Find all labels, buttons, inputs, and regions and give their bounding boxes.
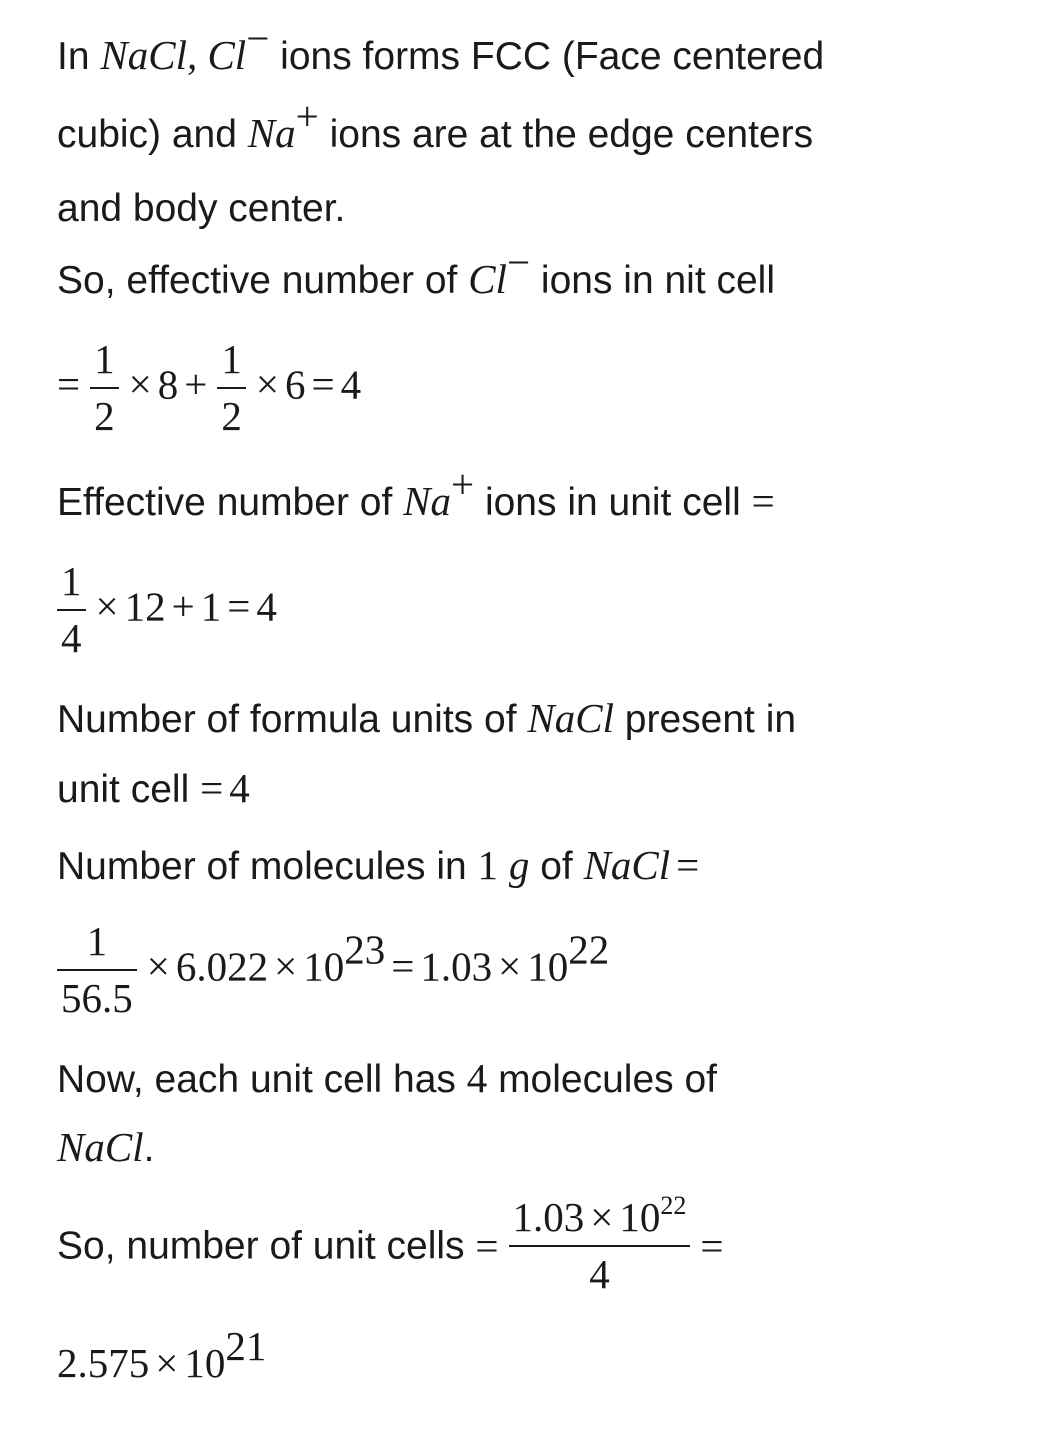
numerator xyxy=(509,1191,691,1240)
numerator: 1 xyxy=(94,336,115,382)
denominator: 4 xyxy=(61,615,82,662)
text-line-13 xyxy=(57,1124,155,1170)
number: 2.575 xyxy=(57,1340,150,1386)
text-line-3 xyxy=(57,189,345,228)
denominator: 2 xyxy=(221,393,242,440)
math-cl: Cl xyxy=(468,256,507,302)
result: 4 xyxy=(256,583,277,630)
text: Now, each unit cell has xyxy=(57,1058,467,1101)
text: cubic) and xyxy=(57,113,248,156)
result: 4 xyxy=(229,765,250,811)
math-nacl: NaCl xyxy=(527,695,614,741)
equation-unit-cells xyxy=(57,1191,730,1298)
number: 1.03 xyxy=(512,1194,585,1240)
math-na: Na xyxy=(403,478,451,524)
fraction-bar xyxy=(90,387,119,389)
power-base: 10 xyxy=(184,1340,226,1386)
text-line-12 xyxy=(57,1055,718,1101)
number: 8 xyxy=(157,361,179,408)
equals-sign: = xyxy=(751,478,775,524)
equals-sign: = xyxy=(227,583,251,630)
text: molecules of xyxy=(487,1058,718,1101)
fraction-quarter xyxy=(57,560,86,660)
number: 1 xyxy=(477,842,499,888)
math-g: g xyxy=(508,842,530,888)
times-sign: × xyxy=(498,943,522,990)
fraction-half xyxy=(217,338,246,438)
text: ions forms FCC (Face centered xyxy=(269,35,825,78)
superscript-minus: − xyxy=(246,15,270,61)
math-nacl: NaCl xyxy=(57,1124,144,1170)
text: and body center. xyxy=(57,187,346,230)
text: ions in nit cell xyxy=(530,259,776,302)
text: unit cell xyxy=(57,768,201,811)
times-sign: × xyxy=(155,1340,179,1386)
equation-na-count xyxy=(57,560,277,660)
denominator: 56.5 xyxy=(61,975,133,1022)
exponent: 23 xyxy=(344,926,386,973)
times-sign: × xyxy=(590,1194,614,1240)
power-base: 10 xyxy=(303,943,345,990)
number: 12 xyxy=(124,583,166,630)
numerator: 1 xyxy=(86,918,108,964)
equals-sign: = xyxy=(391,943,415,990)
fraction-half xyxy=(90,338,119,438)
number: 1 xyxy=(200,583,222,630)
times-sign: × xyxy=(146,943,170,990)
plus-sign: + xyxy=(171,583,195,630)
fraction-bar xyxy=(509,1245,691,1247)
number: 6.022 xyxy=(175,943,269,990)
exponent: 22 xyxy=(660,1191,687,1220)
superscript-minus: − xyxy=(506,239,531,285)
equals-sign: = xyxy=(676,842,700,888)
equals-sign: = xyxy=(311,361,335,408)
exponent: 21 xyxy=(225,1323,267,1369)
exponent: 22 xyxy=(568,926,610,973)
equation-cl-count xyxy=(57,338,361,438)
result: 4 xyxy=(340,361,362,408)
denominator: 4 xyxy=(589,1251,610,1298)
text-line-9 xyxy=(57,765,250,811)
times-sign: × xyxy=(95,583,119,630)
equals-sign: = xyxy=(700,1222,724,1269)
superscript-plus: + xyxy=(295,93,319,139)
number: 6 xyxy=(285,361,306,408)
numerator: 1 xyxy=(61,558,82,604)
text: present in xyxy=(613,698,797,741)
text-line-4 xyxy=(57,239,776,302)
math-na: Na xyxy=(247,110,296,156)
text: ions in unit cell xyxy=(474,481,752,524)
numerator: 1 xyxy=(221,336,242,382)
equation-final-result xyxy=(57,1323,267,1386)
equals-sign: = xyxy=(200,765,224,811)
power-base: 10 xyxy=(619,1194,661,1240)
fraction-bar xyxy=(217,387,246,389)
times-sign: × xyxy=(128,361,152,408)
math-nacl: NaCl xyxy=(583,842,671,888)
text: ions are at the edge centers xyxy=(318,113,814,156)
power-base: 10 xyxy=(527,943,569,990)
times-sign: × xyxy=(255,361,279,408)
plus-sign: + xyxy=(184,361,208,408)
text: Number of molecules in xyxy=(57,845,478,888)
fraction-cells xyxy=(509,1191,691,1298)
text-line-8 xyxy=(57,695,797,741)
equation-molecules xyxy=(57,920,609,1020)
fraction-bar xyxy=(57,609,86,611)
text: So, number of unit cells xyxy=(57,1224,476,1268)
equals-sign: = xyxy=(57,361,81,408)
times-sign: × xyxy=(274,943,298,990)
text-line-6 xyxy=(57,461,775,524)
fraction-1-over-56-5 xyxy=(57,920,137,1020)
text: In xyxy=(57,35,101,78)
number: 1.03 xyxy=(420,943,493,990)
text-line-10 xyxy=(57,842,705,888)
text: Effective number of xyxy=(57,481,404,524)
text-line-2 xyxy=(57,93,814,156)
text: . xyxy=(143,1127,155,1170)
superscript-plus: + xyxy=(450,461,475,507)
text-line-1 xyxy=(57,15,825,78)
math-nacl-cl: NaCl, Cl xyxy=(100,32,247,78)
fraction-bar xyxy=(57,969,137,971)
number: 4 xyxy=(466,1055,488,1101)
denominator: 2 xyxy=(94,393,115,440)
text: of xyxy=(529,845,584,888)
equals-sign: = xyxy=(475,1222,499,1269)
text: So, effective number of xyxy=(57,259,469,302)
text: Number of formula units of xyxy=(57,698,528,741)
